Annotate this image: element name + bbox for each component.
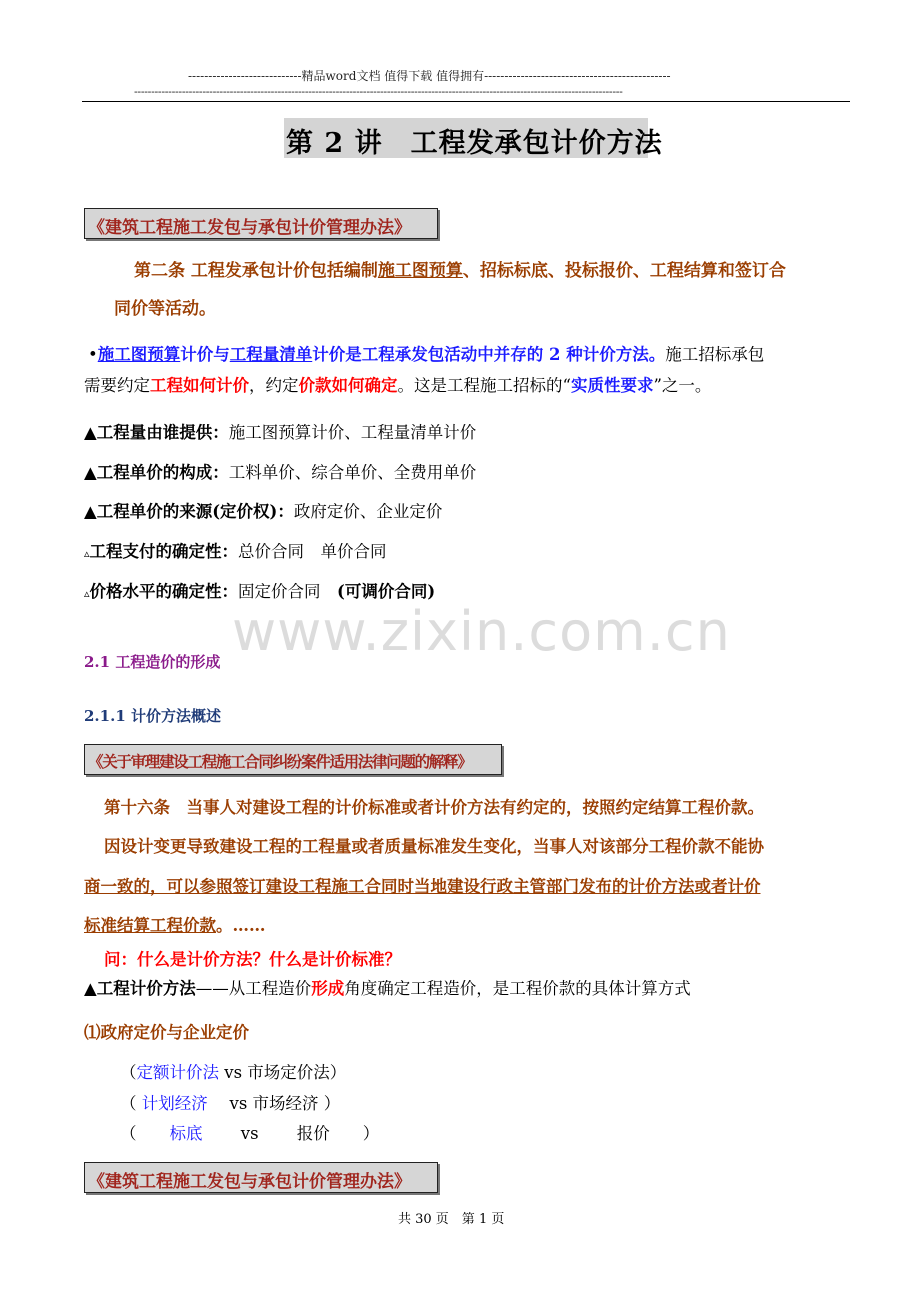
item-payment-certainty: ▵工程支付的确定性：总价合同 单价合同	[84, 542, 387, 561]
para-1-line-2: 需要约定工程如何计价，约定价款如何确定。这是工程施工招标的“实质性要求”之一。	[84, 376, 712, 395]
header-line-2: -----------------------------------------------------------------------------------------------------------------------------------------------	[134, 85, 623, 98]
pricing-method-line: ▲工程计价方法——从工程造价形成角度确定工程造价，是工程价款的具体计算方式	[84, 979, 691, 998]
section-2-1-heading: 2.1 工程造价的形成	[84, 653, 221, 671]
vs-row-1: （定额计价法 vs 市场定价法）	[120, 1063, 347, 1082]
article-16-line-2: 因设计变更导致建设工程的工程量或者质量标准发生变化，当事人对该部分工程价款不能协	[104, 837, 764, 856]
subheading-1: ⑴政府定价与企业定价	[84, 1023, 249, 1042]
vs-row-2: （ 计划经济 vs 市场经济 ）	[120, 1094, 341, 1113]
article-16-line-1: 第十六条 当事人对建设工程的计价标准或者计价方法有约定的，按照约定结算工程价款。	[104, 798, 764, 817]
source-label-1: 《建筑工程施工发包与承包计价管理办法》	[88, 218, 411, 238]
item-unit-price-composition: ▲工程单价的构成：工料单价、综合单价、全费用单价	[84, 463, 477, 482]
article-2-line-2: 同价等活动。	[114, 299, 216, 319]
page-title: 第 2 讲 工程发承包计价方法	[286, 128, 663, 159]
header-rule	[82, 101, 850, 102]
watermark: www.zixin.com.cn	[232, 600, 731, 663]
source-label-2: 《关于审理建设工程施工合同纠纷案件适用法律问题的解释》	[88, 752, 472, 771]
header-line-1: ----------------------------精品word文档 值得下载 值得拥有----------------------------------------------	[188, 69, 671, 83]
para-1-line-1: •施工图预算计价与工程量清单计价是工程承发包活动中并存的 2 种计价方法。施工招标承包	[88, 345, 765, 364]
section-2-1-1-heading: 2.1.1 计价方法概述	[84, 707, 221, 725]
article-16-line-3: 商一致的，可以参照签订建设工程施工合同时当地建设行政主管部门发布的计价方法或者计价	[84, 877, 761, 896]
vs-row-3: （ 标底 vs 报价 ）	[120, 1124, 380, 1143]
article-2-line-1: 第二条 工程发承包计价包括编制施工图预算、招标标底、投标报价、工程结算和签订合	[134, 261, 786, 281]
article-16-line-4: 标准结算工程价款。……	[84, 916, 266, 935]
item-workload: ▲工程量由谁提供：施工图预算计价、工程量清单计价	[84, 423, 477, 442]
item-unit-price-source: ▲工程单价的来源(定价权)：政府定价、企业定价	[84, 502, 443, 521]
page-footer: 共 30 页 第 1 页	[398, 1212, 505, 1227]
item-price-level-certainty: ▵价格水平的确定性：固定价合同 (可调价合同)	[84, 582, 436, 601]
question: 问：什么是计价方法？什么是计价标准？	[104, 950, 401, 969]
source-label-3: 《建筑工程施工发包与承包计价管理办法》	[88, 1172, 411, 1192]
